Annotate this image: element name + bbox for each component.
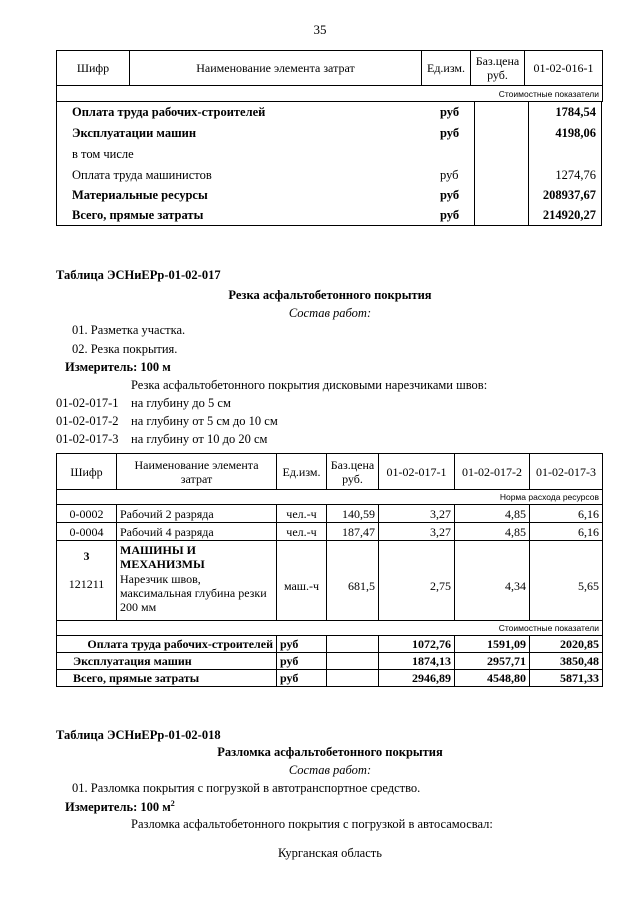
meter-text: Измеритель: 100 м — [65, 800, 171, 815]
header-code-col: 01-02-017-2 — [455, 454, 530, 490]
header-code-col: 01-02-017-3 — [530, 454, 603, 490]
cell-value: 4,85 — [455, 523, 530, 541]
t1-row-name: Оплата труда машинистов — [72, 168, 212, 182]
cell-value: 2020,85 — [530, 636, 603, 653]
composition-label-018: Состав работ: — [288, 763, 372, 777]
cell-value: 6,16 — [530, 523, 603, 541]
table-row — [57, 541, 603, 621]
cell-value: 3,27 — [379, 505, 455, 523]
t1-row-name: в том числе — [72, 147, 134, 161]
table-id-018: Таблица ЭСНиЕРр-01-02-018 — [56, 728, 221, 742]
t1-row-unit: руб — [440, 168, 459, 182]
item-text: на глубину от 5 см до 10 см — [131, 414, 278, 428]
section-title-018: Разломка асфальтобетонного покрытия — [217, 745, 443, 759]
header-code: Шифр — [57, 454, 117, 490]
composition-label-017: Состав работ: — [288, 306, 372, 320]
cell-value: 2,75 — [379, 541, 455, 621]
item-code: 01-02-017-1 — [56, 396, 119, 410]
meter-017: Измеритель: 100 м — [65, 360, 171, 374]
cell-value: 3850,48 — [530, 653, 603, 670]
t1-row-value: 4198,06 — [555, 126, 596, 140]
header-name: Наименование элемента затрат — [130, 51, 422, 86]
t1-row-unit: руб — [440, 105, 460, 119]
cost-rows-016 — [56, 101, 602, 226]
item-text: на глубину до 5 см — [131, 396, 231, 410]
cell-value: 2946,89 — [379, 670, 455, 687]
table-row — [57, 505, 603, 523]
cell-code: 0-0004 — [57, 523, 117, 541]
header-code: Шифр — [57, 51, 130, 86]
cell-unit: маш.-ч — [277, 541, 327, 621]
t1-row-value: 1784,54 — [555, 105, 596, 119]
cell-value: 5871,33 — [530, 670, 603, 687]
cell-name: Всего, прямые затраты — [57, 670, 277, 687]
cell-price — [327, 670, 379, 687]
cell-unit: руб — [277, 636, 327, 653]
cell-value: 5,65 — [530, 541, 603, 621]
description-017: Резка асфальтобетонного покрытия дисковыми нарезчиками швов: — [131, 378, 488, 392]
section-label: Норма расхода ресурсов — [57, 490, 603, 505]
cell-price: 187,47 — [327, 523, 379, 541]
cell-value: 1874,13 — [379, 653, 455, 670]
section-label: Стоимостные показатели — [57, 86, 603, 102]
work-step: 02. Резка покрытия. — [72, 342, 178, 356]
work-step: 01. Разломка покрытия с погрузкой в автотранспортное средство. — [72, 781, 421, 795]
resource-table-017 — [56, 453, 603, 687]
cell-unit: чел.-ч — [277, 523, 327, 541]
cell-price: 681,5 — [327, 541, 379, 621]
description-018: Разломка асфальтобетонного покрытия с погрузкой в автосамосвал: — [131, 817, 493, 831]
machine-name: Нарезчик швов, максимальная глубина резки 200 мм — [120, 572, 267, 614]
cell-value: 1591,09 — [455, 636, 530, 653]
cell-code — [57, 541, 117, 621]
t1-row-unit: руб — [440, 208, 460, 222]
cell-name: Рабочий 4 разряда — [117, 523, 277, 541]
header-code-col: 01-02-016-1 — [525, 51, 603, 86]
section-title-017: Резка асфальтобетонного покрытия — [228, 288, 432, 302]
cell-value: 3,27 — [379, 523, 455, 541]
t1-row-name: Материальные ресурсы — [72, 188, 208, 202]
cell-value: 1072,76 — [379, 636, 455, 653]
t1-row-unit: руб — [440, 126, 460, 140]
cell-unit: чел.-ч — [277, 505, 327, 523]
header-price: Баз.цена руб. — [327, 454, 379, 490]
machines-group-code: 3 — [83, 549, 90, 563]
header-name: Наименование элемента затрат — [117, 454, 277, 490]
page-number: 35 — [313, 22, 327, 37]
cost-table-016 — [56, 50, 603, 102]
header-price: Баз.цена руб. — [471, 51, 525, 86]
cell-price: 140,59 — [327, 505, 379, 523]
cell-value: 4,34 — [455, 541, 530, 621]
cell-value: 2957,71 — [455, 653, 530, 670]
machines-group-name: МАШИНЫ И МЕХАНИЗМЫ — [120, 543, 205, 571]
cell-unit: руб — [277, 653, 327, 670]
cell-name — [117, 541, 277, 621]
meter-sup: 2 — [170, 799, 175, 808]
machine-code: 121211 — [68, 577, 105, 591]
cell-unit: руб — [277, 670, 327, 687]
t1-row-value: 214920,27 — [542, 208, 596, 222]
t1-row-name: Всего, прямые затраты — [72, 208, 204, 222]
table-row — [57, 636, 603, 653]
t1-row-value: 1274,76 — [555, 168, 596, 182]
cell-value: 4548,80 — [455, 670, 530, 687]
work-step: 01. Разметка участка. — [72, 323, 186, 337]
section-label: Стоимостные показатели — [57, 621, 603, 636]
t1-row-name: Эксплуатации машин — [72, 126, 197, 140]
cell-value: 6,16 — [530, 505, 603, 523]
cell-name: Эксплуатация машин — [57, 653, 277, 670]
meter-018 — [65, 799, 175, 815]
cell-code: 0-0002 — [57, 505, 117, 523]
header-unit: Ед.изм. — [277, 454, 327, 490]
table-row — [57, 523, 603, 541]
header-code-col: 01-02-017-1 — [379, 454, 455, 490]
item-code: 01-02-017-3 — [56, 432, 119, 446]
t1-row-value: 208937,67 — [542, 188, 596, 202]
t1-row-name: Оплата труда рабочих-строителей — [72, 105, 266, 119]
header-unit: Ед.изм. — [422, 51, 471, 86]
item-code: 01-02-017-2 — [56, 414, 119, 428]
table-row — [57, 653, 603, 670]
t1-row-unit: руб — [440, 188, 460, 202]
cell-name: Рабочий 2 разряда — [117, 505, 277, 523]
cell-name: Оплата труда рабочих-строителей — [57, 636, 277, 653]
table-id-017: Таблица ЭСНиЕРр-01-02-017 — [56, 268, 221, 282]
cell-value: 4,85 — [455, 505, 530, 523]
cell-price — [327, 653, 379, 670]
table-row — [57, 670, 603, 687]
footer-region: Курганская область — [278, 846, 382, 860]
item-text: на глубину от 10 до 20 см — [131, 432, 268, 446]
cell-price — [327, 636, 379, 653]
